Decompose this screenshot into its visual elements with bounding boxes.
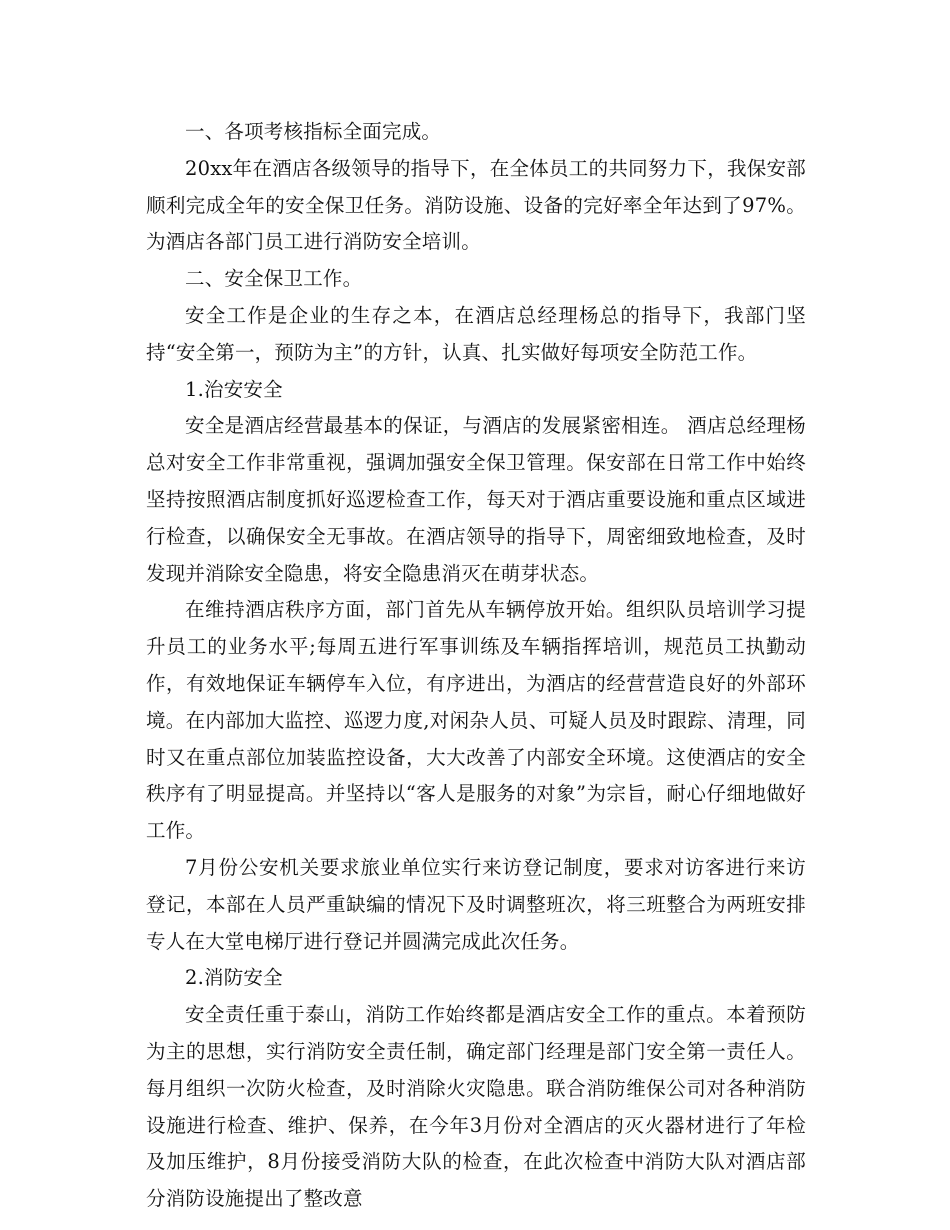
document-body	[146, 114, 806, 1218]
paragraph-2: 安全工作是企业的生存之本，在酒店总经理杨总的指导下，我部门坚持“安全第一，预防为主”的方针，认真、扎实做好每项安全防范工作。	[146, 303, 806, 364]
section-heading-2: 二、安全保卫工作。	[185, 267, 363, 291]
section-heading-1: 一、各项考核指标全面完成。	[185, 120, 442, 143]
paragraph-1: 20xx年在酒店各级领导的指导下，在全体员工的共同努力下，我保安部顺利完成全年的安全保卫任务。消防设施、设备的完好率全年达到了97%。为酒店各部门员工进行消防安全培训。	[146, 156, 806, 254]
paragraph-3: 安全是酒店经营最基本的保证，与酒店的发展紧密相连。 酒店总经理杨总对安全工作非常重视，强调加强安全保卫管理。保安部在日常工作中始终坚持按照酒店制度抓好巡逻检查工作，每天对于酒店重要设施和重点区域进行检查，以确保安全无事故。在酒店领导的指导下，周密细致地检查，及时发现并消除安全隐患，将安全隐患消灭在萌芽状态。	[146, 414, 806, 585]
paragraph-6: 安全责任重于泰山，消防工作始终都是酒店安全工作的重点。本着预防为主的思想，实行消防安全责任制，确定部门经理是部门安全第一责任人。每月组织一次防火检查，及时消除火灾隐患。联合消防维保公司对各种消防设施进行检查、维护、保养，在今年3月份对全酒店的灭火器材进行了年检及加压维护，8月份接受消防大队的检查，在此次检查中消防大队对酒店部分消防设施提出了整改意	[146, 1003, 806, 1211]
paragraph-4: 在维持酒店秩序方面，部门首先从车辆停放开始。组织队员培训学习提升员工的业务水平;每周五进行军事训练及车辆指挥培训，规范员工执勤动作，有效地保证车辆停车入位，有序进出，为酒店的经营营造良好的外部环境。在内部加大监控、巡逻力度,对闲杂人员、可疑人员及时跟踪、清理，同时又在重点部位加装监控设备，大大改善了内部安全环境。这使酒店的安全秩序有了明显提高。并坚持以“客人是服务的对象”为宗旨，耐心仔细地做好工作。	[146, 598, 806, 843]
paragraph-5: 7月份公安机关要求旅业单位实行来访登记制度，要求对访客进行来访登记，本部在人员严重缺编的情况下及时调整班次，将三班整合为两班安排专人在大堂电梯厅进行登记并圆满完成此次任务。	[146, 855, 806, 953]
subsection-heading-fire-safety: 2.消防安全	[185, 966, 283, 990]
subsection-heading-security: 1.治安安全	[185, 377, 283, 401]
